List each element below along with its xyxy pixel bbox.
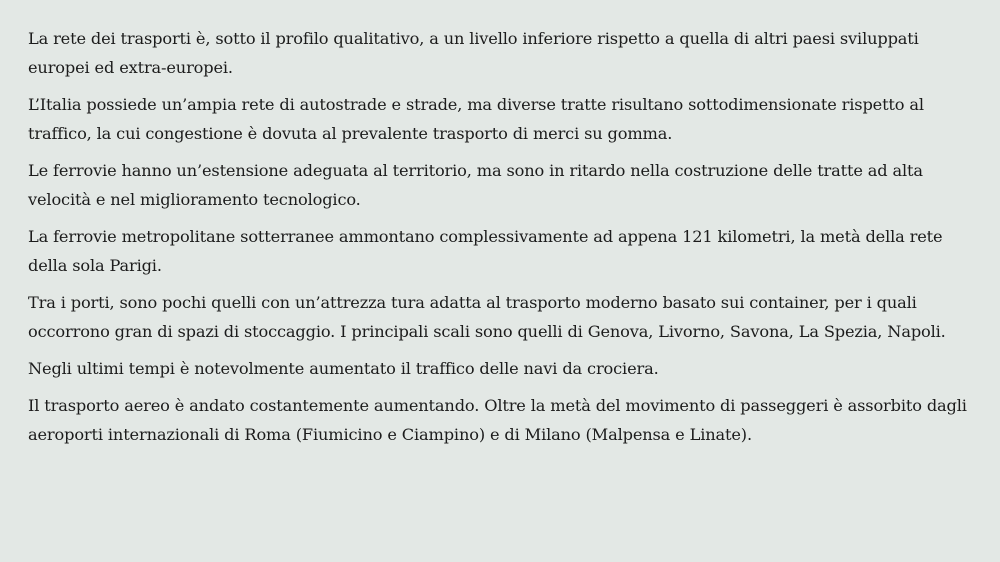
paragraph-roads-highways: L’Italia possiede un’ampia rete di autostrade e strade, ma diverse tratte risultano sottodimensionate rispetto al traffico, la cui congestione è dovuta al prevalente trasporto di merci su gomma.	[28, 95, 924, 143]
paragraph-cruise-traffic: Negli ultimi tempi è notevolmente aumentato il traffico delle navi da crociera.	[28, 359, 659, 378]
paragraph-railways: Le ferrovie hanno un’estensione adeguata al territorio, ma sono in ritardo nella costruzione delle tratte ad alta velocità e nel miglioramento tecnologico.	[28, 161, 923, 209]
paragraph-air-transport: Il trasporto aereo è andato costantemente aumentando. Oltre la metà del movimento di passeggeri è assorbito dagli aeroporti internazionali di Roma (Fiumicino e Ciampino) e di Milano (Malpensa e Linate).	[28, 396, 967, 444]
paragraph-transport-network-quality: La rete dei trasporti è, sotto il profilo qualitativo, a un livello inferiore rispetto a quella di altri paesi sviluppati europei ed extra-europei.	[28, 29, 919, 77]
paragraph-metro-railways: La ferrovie metropolitane sotterranee ammontano complessivamente ad appena 121 kilometri, la metà della rete della sola Parigi.	[28, 227, 943, 275]
paragraph-ports: Tra i porti, sono pochi quelli con un’attrezza tura adatta al trasporto moderno basato sui container, per i quali occorrono gran di spazi di stoccaggio. I principali scali sono quelli di Genova, Livorno, Savona, La Spezia, Napoli.	[28, 293, 946, 341]
